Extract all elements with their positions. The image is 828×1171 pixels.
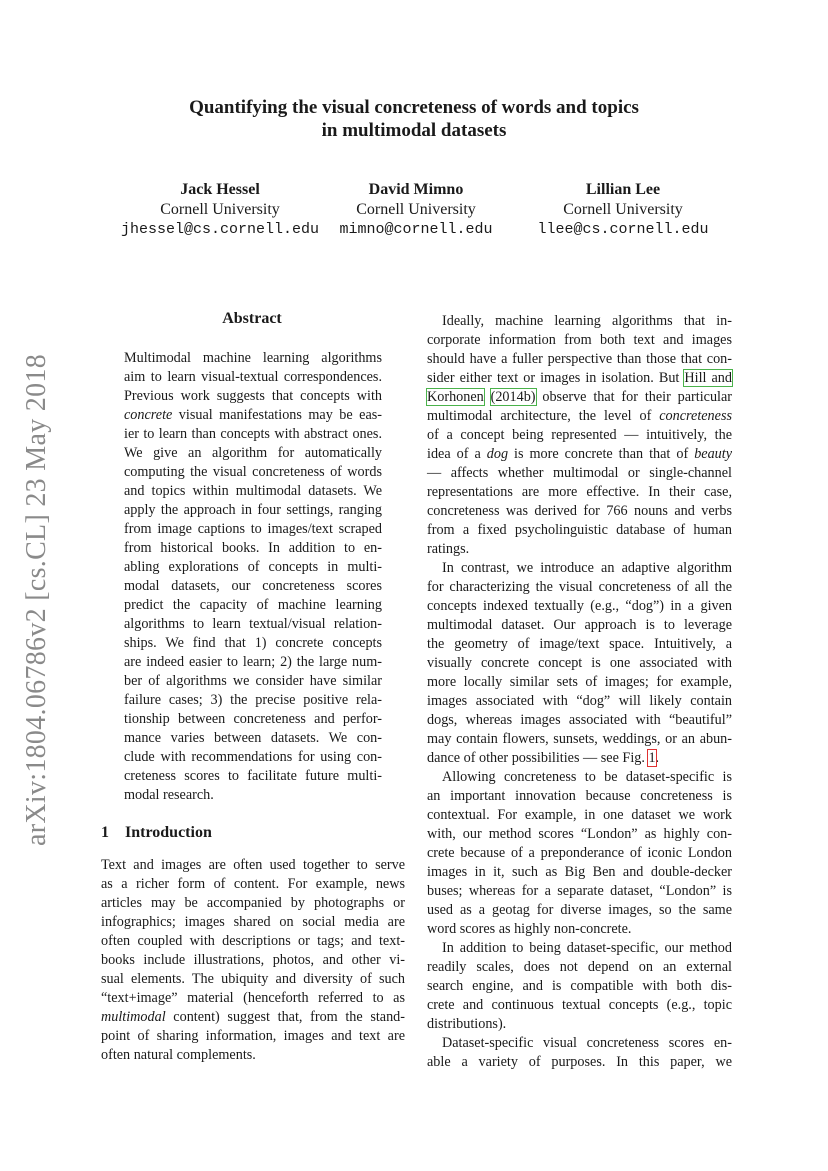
author-block-2 [324, 180, 508, 240]
abstract-line: creteness scores to facilitate future multi- [124, 768, 382, 784]
abstract-line: from historical books. In addition to en- [124, 540, 382, 556]
intro-body [101, 856, 405, 1065]
abstract-line: mance varies between datasets. We con- [124, 730, 382, 746]
right-line: corporate information from both text and images [427, 332, 732, 348]
right-line: Ideally, machine learning algorithms that in- [442, 313, 732, 329]
right-line: concepts indexed textually (e.g., “dog”) in a given [427, 598, 732, 614]
intro-line: often natural complements. [101, 1047, 256, 1063]
citation-link-korhonen[interactable]: Korhonen [427, 389, 484, 405]
right-line-text: multimodal architecture, the level of [427, 408, 652, 424]
right-line: — affects whether multimodal or single-channel [427, 465, 732, 481]
right-line: ratings. [427, 541, 470, 557]
abstract-line: modal datasets, our concreteness scores [124, 578, 382, 594]
right-line: buses; whereas for a separate dataset, “London” is [427, 883, 732, 899]
author-email: llee@cs.cornell.edu [537, 221, 709, 238]
author-name: Jack Hessel [180, 181, 260, 198]
right-line-text: observe that for their particular [542, 389, 733, 405]
right-line: word scores as highly non-concrete. [427, 921, 632, 937]
right-line: used as a geotag for diverse images, so the same [427, 902, 732, 918]
author-email: jhessel@cs.cornell.edu [120, 221, 320, 238]
right-line: of a concept being represented — intuitively, the [427, 427, 732, 443]
author-name: Lillian Lee [585, 181, 661, 198]
abstract-line: predict the capacity of machine learning [124, 597, 382, 613]
abstract-line [124, 406, 382, 425]
abstract-line: We give an algorithm for automatically [124, 445, 382, 461]
abstract-line: aim to learn visual-textual correspondences. [124, 369, 382, 385]
right-line [427, 445, 732, 464]
abstract-em-concrete: concrete [124, 407, 173, 423]
intro-line: as a richer form of content. For example, news [101, 876, 405, 892]
author-affiliation: Cornell University [160, 201, 280, 218]
abstract-line: computing the visual concreteness of words [124, 464, 382, 480]
right-column [427, 312, 732, 1072]
section-number: 1 [101, 824, 109, 841]
intro-line-rest: content) suggest that, from the stand- [173, 1009, 406, 1025]
intro-line: Text and images are often used together to serve [101, 857, 405, 873]
right-line: contextual. For example, in one dataset we work [427, 807, 732, 823]
abstract-line: tionship between concreteness and perfor- [124, 711, 382, 727]
right-line: multimodal dataset. Our approach is to leverage [427, 617, 732, 633]
figure-ref-link[interactable]: 1 [648, 750, 656, 766]
abstract-line: from image captions to images/text scraped [124, 521, 382, 537]
intro-line: point of sharing information, images and text are [101, 1028, 405, 1044]
abstract-line: algorithms to learn textual/visual relation- [124, 616, 382, 632]
abstract-line: Previous work suggests that concepts with [124, 388, 382, 404]
author-email: mimno@cornell.edu [339, 221, 493, 238]
intro-line: often coupled with descriptions or tags; and text- [101, 933, 405, 949]
title-line-1: Quantifying the visual concreteness of words and topics [189, 97, 639, 118]
right-line: the geometry of image/text space. Intuitively, a [427, 636, 732, 652]
right-line: an important innovation because concreteness is [427, 788, 732, 804]
right-line: dogs, whereas images associated with “beautiful” [427, 712, 732, 728]
intro-line: “text+image” material (henceforth referred to as [101, 990, 405, 1006]
right-line-text: is more concrete than that of [514, 446, 689, 462]
abstract-line-rest: visual manifestations may be eas- [172, 407, 382, 423]
em-dog: dog [486, 446, 509, 462]
abstract-line: failure cases; 3) the precise positive rela- [124, 692, 382, 708]
author-affiliation: Cornell University [563, 201, 683, 218]
abstract-line: Multimodal machine learning algorithms [124, 350, 382, 366]
right-line: Dataset-specific visual concreteness scores en- [442, 1035, 732, 1051]
abstract-body [124, 349, 382, 805]
right-line: for characterizing the visual concreteness of all the [427, 579, 732, 595]
abstract-line: and topics within multimodal datasets. We [124, 483, 382, 499]
right-line: readily scales, does not depend on an external [427, 959, 732, 975]
right-line [427, 388, 732, 407]
right-line: able a variety of purposes. In this paper, we [427, 1054, 732, 1070]
abstract-line: are indeed easier to learn; 2) the large num- [124, 654, 382, 670]
em-beauty: beauty [694, 446, 733, 462]
intro-em-multimodal: multimodal [101, 1009, 166, 1025]
right-line: dance of other possibilities — see Fig. 1. [427, 750, 660, 766]
paper-title [0, 96, 828, 142]
right-line: In contrast, we introduce an adaptive algorithm [442, 560, 732, 576]
intro-line: books include illustrations, photos, and other vi- [101, 952, 405, 968]
right-line: search engine, and is compatible with both dis- [427, 978, 732, 994]
title-line-2: in multimodal datasets [321, 120, 507, 141]
abstract-line: ier to learn than concepts with abstract ones. [124, 426, 382, 442]
arxiv-stamp-text: arXiv:1804.06786v2 [cs.CL] 23 May 2018 [21, 353, 52, 847]
right-line: In addition to being dataset-specific, our method [442, 940, 732, 956]
abstract-heading: Abstract [222, 310, 282, 327]
em-concreteness: concreteness [659, 408, 732, 424]
intro-line: infographics; images shared on social media are [101, 914, 405, 930]
citation-link-year[interactable]: (2014b) [490, 389, 536, 405]
right-line: from a fixed psycholinguistic database of human [427, 522, 732, 538]
right-line-text: dance of other possibilities — see Fig. [427, 750, 645, 766]
right-line: representations are more effective. In their case, [427, 484, 732, 500]
right-line: distributions). [427, 1016, 507, 1032]
citation-link-hill[interactable]: Hill and [684, 370, 732, 386]
author-block-1 [108, 180, 332, 240]
right-line: with, our method scores “London” as highly con- [427, 826, 732, 842]
abstract-line: ber of algorithms we consider have similar [124, 673, 382, 689]
abstract-line: modal research. [124, 787, 214, 803]
right-line-text: idea of a [427, 446, 481, 462]
intro-line: sual elements. The ubiquity and diversity of such [101, 971, 405, 987]
right-line: should have a fuller perspective than those that con- [427, 351, 732, 367]
abstract-line: apply the approach in four settings, ranging [124, 502, 382, 518]
right-line: images in it, such as Big Ben and double-decker [427, 864, 732, 880]
right-line-text: sider either text or images in isolation. But [427, 370, 680, 386]
section-title: Introduction [125, 824, 212, 841]
right-line: concreteness was derived for 766 nouns and verbs [427, 503, 732, 519]
abstract-line: ships. We find that 1) concrete concepts [124, 635, 382, 651]
intro-line: articles may be accompanied by photographs or [101, 895, 405, 911]
abstract-line: clude with recommendations for using con- [124, 749, 382, 765]
author-name: David Mimno [368, 181, 464, 198]
right-line: crete because of a preponderance of iconic London [427, 845, 732, 861]
right-line: Allowing concreteness to be dataset-specific is [442, 769, 732, 785]
right-line: images associated with “dog” will likely contain [427, 693, 732, 709]
right-line [427, 407, 732, 426]
author-block-3 [523, 180, 723, 240]
right-line: may contain flowers, sunsets, weddings, or an abun- [427, 731, 732, 747]
right-line: visually concrete concept is one associated with [427, 655, 732, 671]
right-line: crete and continuous textual concepts (e.g., topic [427, 997, 732, 1013]
right-line [427, 369, 732, 388]
right-line: more locally similar sets of images; for example, [427, 674, 732, 690]
intro-line [101, 1008, 405, 1027]
section-heading-introduction [101, 824, 212, 842]
abstract-line: abling explorations of concepts in multi- [124, 559, 382, 575]
author-affiliation: Cornell University [356, 201, 476, 218]
